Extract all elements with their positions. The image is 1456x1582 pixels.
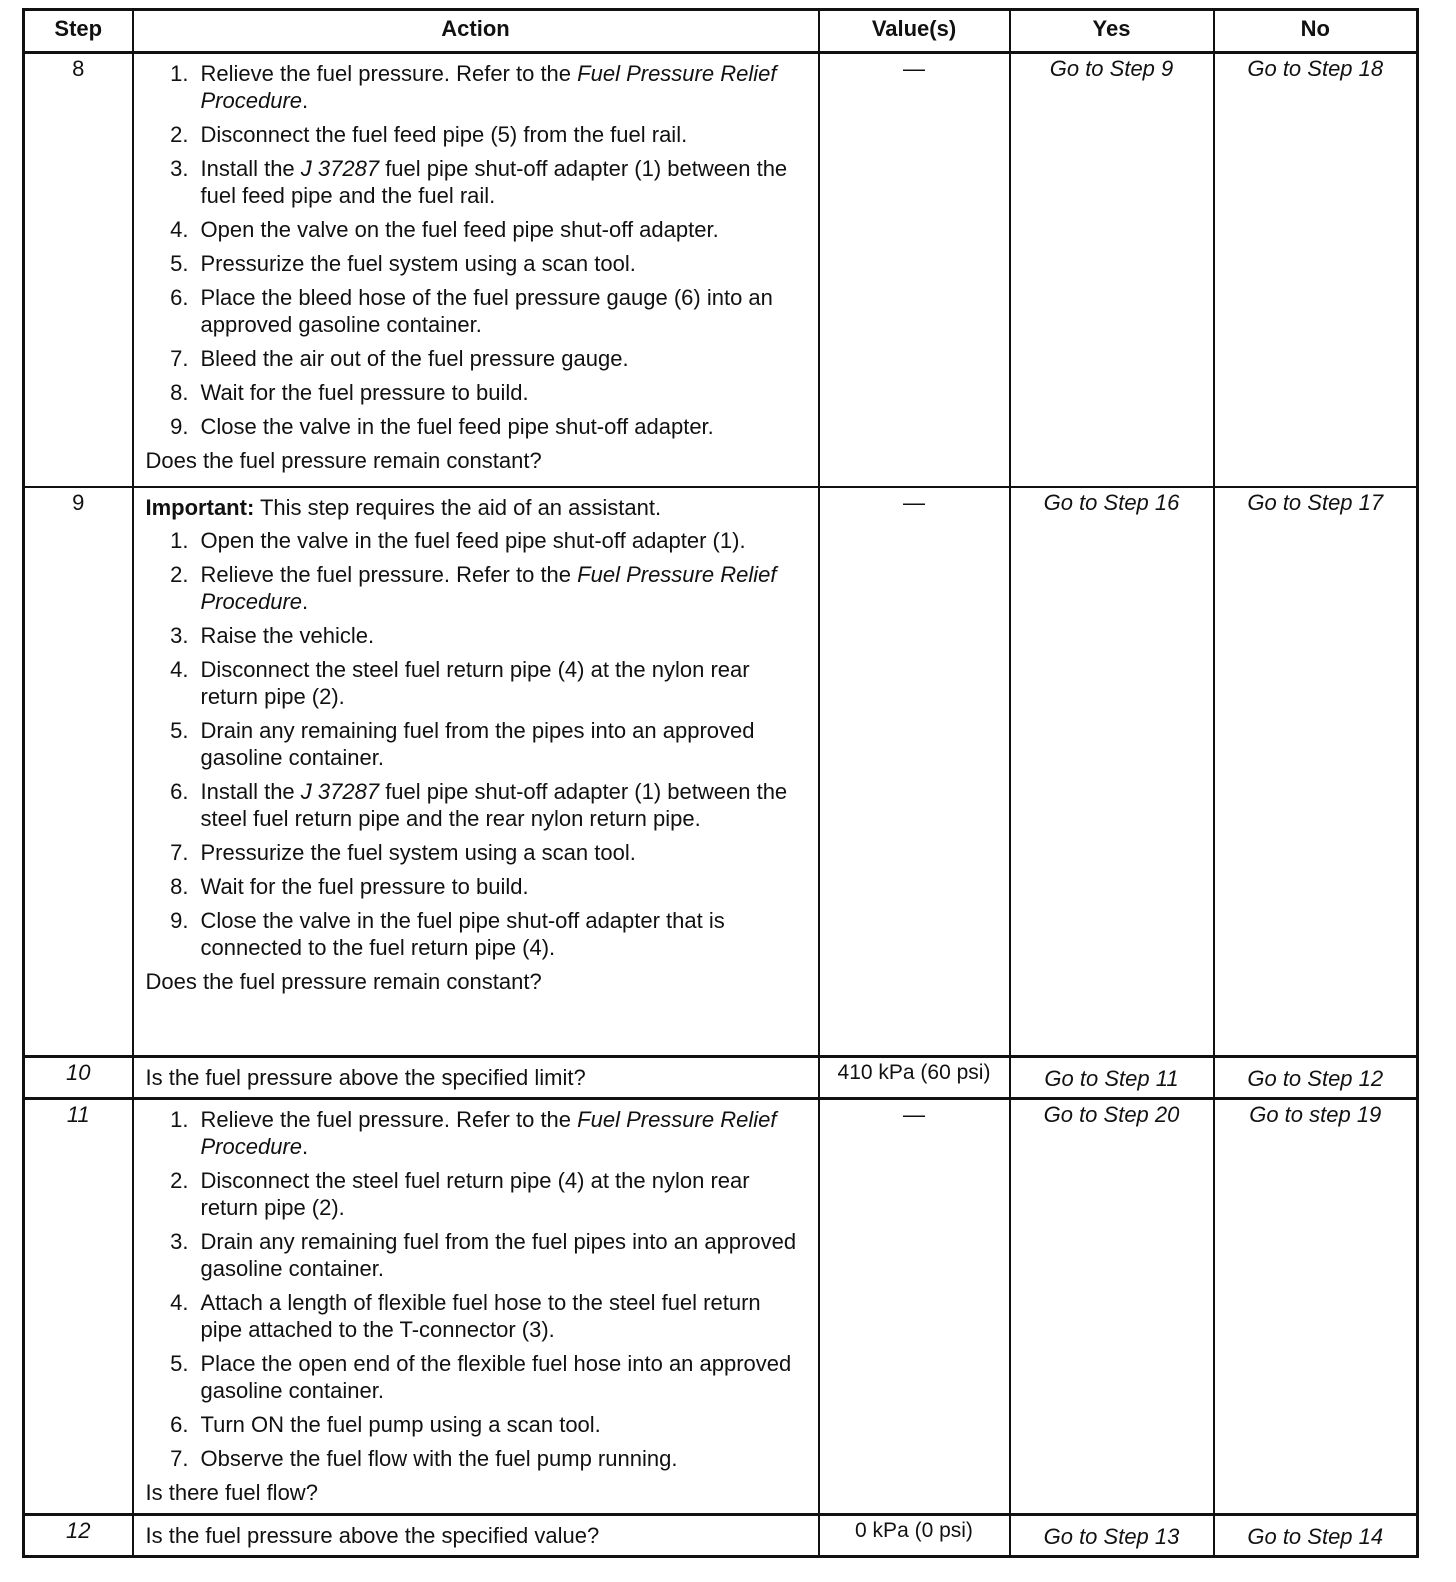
list-item: 5. Drain any remaining fuel from the pipes into an approved gasoline container. [170,717,755,770]
no-link[interactable]: Go to Step 17 [1214,487,1418,1057]
table-row-step-8 [24,53,1418,487]
step-number: 9 [24,487,133,1057]
yes-link[interactable]: Go to Step 9 [1010,53,1214,487]
tool-reference: J 37287 [300,156,380,181]
no-link[interactable]: Go to step 19 [1214,1099,1418,1515]
table-row-step-11 [24,1099,1418,1515]
list-item: 4. Disconnect the steel fuel return pipe (4) at the nylon rear return pipe (2). [170,656,750,709]
yes-link[interactable]: Go to Step 20 [1010,1099,1214,1515]
action-cell [133,53,819,487]
list-item: 7. Pressurize the fuel system using a scan tool. [170,839,636,865]
table-row-step-9 [24,487,1418,1057]
list-item: 4. Open the valve on the fuel feed pipe shut-off adapter. [170,217,719,242]
list-item: 5. Place the open end of the flexible fuel hose into an approved gasoline container. [170,1351,792,1403]
header-step: Step [24,10,133,53]
value-cell: — [819,53,1010,487]
action-list [146,60,806,440]
header-yes: Yes [1010,10,1214,53]
important-label: Important: [145,494,255,520]
list-item: 6. Turn ON the fuel pump using a scan tool. [170,1412,601,1437]
action-list [146,527,806,961]
question-text: Is the fuel pressure above the specified value? [133,1515,819,1557]
important-note: Important: This step requires the aid of an assistant. [145,494,662,520]
list-item: 8. Wait for the fuel pressure to build. [170,873,529,899]
list-item: 6. Place the bleed hose of the fuel pressure gauge (6) into an approved gasoline container. [170,285,773,337]
list-item: 9. Close the valve in the fuel feed pipe shut-off adapter. [170,414,714,439]
yes-link[interactable]: Go to Step 13 [1010,1515,1214,1557]
tool-reference: J 37287 [300,778,380,804]
action-list [146,1106,806,1472]
action-cell [133,487,819,1057]
question-text: Does the fuel pressure remain constant? [145,968,542,994]
step-number: 12 [24,1515,133,1557]
procedure-reference: Fuel Pressure Relief Procedure [200,1107,777,1159]
list-item: 6. Install the J 37287 fuel pipe shut-off adapter (1) between the steel fuel return pipe and the rear nylon return pipe. [170,778,788,831]
list-item: 5. Pressurize the fuel system using a scan tool. [170,251,636,276]
value-cell: 410 kPa (60 psi) [819,1057,1010,1099]
yes-link[interactable]: Go to Step 16 [1010,487,1214,1057]
table-row-step-12 [24,1515,1418,1557]
header-action: Action [133,10,819,53]
list-item: 1. Relieve the fuel pressure. Refer to the Fuel Pressure Relief Procedure. [170,1107,777,1159]
list-item: 7. Observe the fuel flow with the fuel pump running. [170,1446,678,1471]
list-item: 8. Wait for the fuel pressure to build. [170,380,529,405]
list-item: 4. Attach a length of flexible fuel hose to the steel fuel return pipe attached to the T-connector (3). [170,1290,761,1342]
procedure-reference: Fuel Pressure Relief Procedure [200,61,777,113]
step-number: 8 [24,53,133,487]
header-row [24,10,1418,53]
step-number: 11 [24,1099,133,1515]
question-text: Is there fuel flow? [145,1480,318,1505]
action-cell [133,1099,819,1515]
question-text: Does the fuel pressure remain constant? [145,448,542,473]
diagnostic-table [22,8,1419,1558]
no-link[interactable]: Go to Step 12 [1214,1057,1418,1099]
list-item: 2. Disconnect the fuel feed pipe (5) from the fuel rail. [170,122,688,147]
table-row-step-10 [24,1057,1418,1099]
no-link[interactable]: Go to Step 18 [1214,53,1418,487]
header-no: No [1214,10,1418,53]
list-item: 7. Bleed the air out of the fuel pressure gauge. [170,346,629,371]
procedure-reference: Fuel Pressure Relief Procedure [200,561,777,614]
list-item: 9. Close the valve in the fuel pipe shut-off adapter that is connected to the fuel return pipe (4). [170,907,725,960]
value-cell: — [819,487,1010,1057]
list-item: 1. Relieve the fuel pressure. Refer to the Fuel Pressure Relief Procedure. [170,61,777,113]
question-text: Is the fuel pressure above the specified limit? [133,1057,819,1099]
header-values: Value(s) [819,10,1010,53]
value-cell: — [819,1099,1010,1515]
yes-link[interactable]: Go to Step 11 [1010,1057,1214,1099]
step-number: 10 [24,1057,133,1099]
list-item: 3. Install the J 37287 fuel pipe shut-off adapter (1) between the fuel feed pipe and the fuel rail. [170,156,788,208]
list-item: 3. Drain any remaining fuel from the fuel pipes into an approved gasoline container. [170,1229,797,1281]
list-item: 3. Raise the vehicle. [170,622,375,648]
list-item: 2. Relieve the fuel pressure. Refer to the Fuel Pressure Relief Procedure. [170,561,777,614]
list-item: 1. Open the valve in the fuel feed pipe shut-off adapter (1). [170,527,746,553]
no-link[interactable]: Go to Step 14 [1214,1515,1418,1557]
value-cell: 0 kPa (0 psi) [819,1515,1010,1557]
list-item: 2. Disconnect the steel fuel return pipe (4) at the nylon rear return pipe (2). [170,1168,750,1220]
